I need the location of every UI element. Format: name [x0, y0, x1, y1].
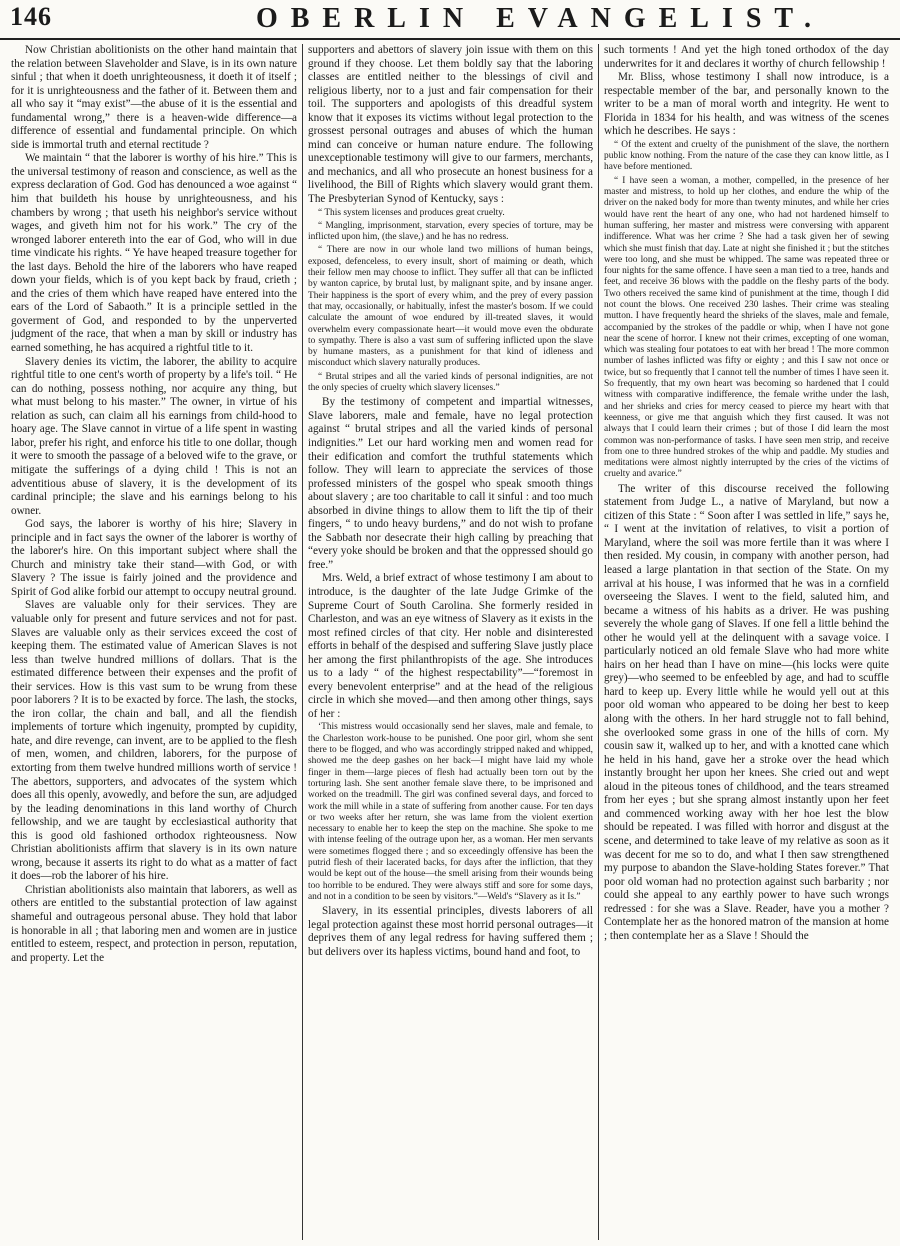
paragraph: Christian abolitionists also maintain that laborers, as well as others are entitled to the substantial protection of law against shameful and outrageous personal abuse. They hold that labor is honorable in all ; that laboring men and women are in justice entitled to esteem, respect, and protection in person, reputation, and property. Let the [11, 883, 297, 964]
column-2 [302, 44, 598, 1240]
column-1 [6, 44, 302, 1240]
paragraph: Slavery denies its victim, the laborer, the ability to acquire rightful title to one cent's worth of property by a life's toil. “ He can do nothing, possess nothing, nor acquire any thing, but what must belong to his master.” The owner, in virtue of his relation as such, can claim all his earnings from child-hood to hoary age. The Slave cannot in virtue of a life spent in wasting labor, prefer his right, and enforce his title to one dollar, though it were to smooth the passage of a beloved wife to the grave, or mitigate the sufferings of a dying child ! This is not an adventitious abuse of slavery, it is the development of its cardinal principle; the slave and his earnings belong to his owner. [11, 355, 297, 517]
quoted-paragraph: “ Brutal stripes and all the varied kinds of personal indignities, are not the only species of cruelty which slavery licenses.” [308, 371, 593, 394]
paragraph: supporters and abettors of slavery join issue with them on this ground if they choose. Let them boldly say that the laboring classes are entitled neither to the blessings of civil and religious liberty, nor to a just and fair compensation for their toil. The supporters and apologists of this dreadful system know that it exposes its victims without legal protection to the grossest personal outrages and abuses of which the human mind can conceive or human nature endure. The following unexceptionable testimony will give to our farmers, merchants, and mechanics, and all who prosecute an honest business for a livelihood, the Bill of Rights which slavery would grant them. The Presbyterian Synod of Kentucky, says : [308, 44, 593, 206]
paragraph: Mr. Bliss, whose testimony I shall now introduce, is a respectable member of the bar, and personally known to the writer to be a man of moral worth and integrity. He went to Florida in 1834 for his health, and was witness of the scenes which he describes. He says : [604, 71, 889, 138]
paragraph: Mrs. Weld, a brief extract of whose testimony I am about to introduce, is the daughter of the late Judge Grimke of the Supreme Court of South Carolina. She formerly resided in Charleston, and was an eye witness of Slavery as it exists in the most refined circles of that city. Her noble and disinterested efforts in behalf of the despised and suffering Slave justly place her among the first philanthropists of the age. She introduces us to a lady “ of the highest respectability”—“foremost in every benevolent enterprise” and at the head of the religious circle in which she moved—and then among other things, says of her : [308, 572, 593, 720]
article-columns [6, 44, 896, 1240]
page-number: 146 [10, 2, 52, 31]
quoted-paragraph: ‘This mistress would occasionally send her slaves, male and female, to the Charleston work-house to be punished. One poor girl, whom she sent there to be flogged, and who was accordingly stripped naked and whipped, showed me the deep gashes on her back—I might have laid my whole finger in them—large pieces of flesh had actually been torn out by the torturing lash. She sent another female slave there, to be imprisoned and worked on the treadmill. The girl was confined several days, and forced to work the mill while in a state of suffering from another cause. For ten days or two weeks after her return, she was lame from the violent exertion necessary to enable her to keep the step on the machine. She spoke to me with intense feeling of the outrage upon her, as a woman. Her men servants were sometimes flogged there ; and so exceedingly offensive has been the putrid flesh of their lacerated backs, for days after the infliction, that they would be kept out of the house—the smell arising from their wounds being too horrible to be endured. They were always stiff and sore for some days, and not in a condition to be seen by visitors.”—Weld's “Slavery as it Is.” [308, 722, 593, 902]
paragraph: Now Christian abolitionists on the other hand maintain that the relation between Slaveholder and Slave, is in its own nature sinful ; that when it doeth unrighteousness, it doeth it of itself ; for it is unrighteousness and the father of it. Between them and all who say it “may exist”—the abuse of it is the essential and fundamental wrong,” there is a heaven-wide difference—a difference of essential and fundamental principle. On which side is immortal truth and eternal rectitude ? [11, 44, 297, 151]
quoted-paragraph: “ There are now in our whole land two millions of human beings, exposed, defenceless, to every insult, short of maiming or death, which their fellow men may choose to inflict. They suffer all that can be inflicted by wanton caprice, by brutal lust, by malignant spite, and by insane anger. Their happiness is the sport of every whim, and the prey of every passion that may, occasionally, or habitually, infest the master's bosom. If we could calculate the amount of woe endured by ill-treated slaves, it would overwhelm every compassionate heart—it would move even the obdurate to sympathy. There is also a vast sum of suffering inflicted upon the slave by humane masters, as a punishment for that kind of idleness and misconduct which slavery naturally produces. [308, 245, 593, 369]
paragraph: such torments ! And yet the high toned orthodox of the day underwrites for it and declares it worthy of church fellowship ! [604, 44, 889, 70]
newspaper-title: OBERLIN EVANGELIST. [255, 3, 825, 34]
quoted-paragraph: “ I have seen a woman, a mother, compelled, in the presence of her master and mistress, to hold up her clothes, and endure the whip of the driver on the naked body for more than twenty minutes, and while her cries would have rent the heart of any one, who had not hardened himself to human suffering, her master and mistress were conversing with apparent indifference. What was her crime ? She had a task given her of sewing which she must finish that day. Late at night she finished it ; but the stitches were too long, and she must be whipped. The same was repeated three or four nights for the same offence. I have seen a man tied to a tree, hands and feet, and receive 36 blows with the paddle on the fleshy parts of the body. Two others received the same kind of punishment at the time, though I did not count the blows. One received 230 lashes. Their crime was stealing mutton. I have frequently heard the shrieks of the slaves, male and female, accompanied by the strokes of the paddle or whip, when I have not gone near the scene of horror. I knew not their crimes, excepting of one woman, which was stealing four potatoes to eat with her bread ! The more common number of lashes inflicted was fifty or eighty ; and this I saw not once or twice, but so frequently that I cannot tell the number of times I have seen it. So frequently, that my own heart was becoming so hardened that I could witness with comparative indifference, the female writhe under the lash, and her shrieks and cries for mercy ceased to pierce my heart with that keenness, or give me that anguish which they first caused. It was not always that I could learn their crimes ; but of those I did learn the most common was non-performance of tasks. I have seen men strip, and receive from one to three hundred strokes of the whip and paddle. My studies and meditations were almost nightly interrupted by the cries of the victims of cruelty and avarice.” [604, 175, 889, 480]
paragraph: We maintain “ that the laborer is worthy of his hire.” This is the universal testimony of reason and conscience, as well as the express declaration of God. God has denounced a woe against “ him that buildeth his house by unrighteousness, and his chambers by wrong ; that useth his neighbor's service without wages, and giveth him not for his work.” The cry of the wronged laborer entereth into the ear of God, who will in due time vindicate his rights. “ Ye have heaped treasure together for the last days. Behold the hire of the laborers who have reaped down your fields, which is of you kept back by fraud, crieth ; and the cries of them which have reaped have entered into the ears of the Lord of Sabaoth.” It is a principle settled in the goverment of God, and responded to by the unperverted judgment of the race, that when a man by skill or industry has earned something, he has acquired a rightful title to it. [11, 152, 297, 355]
masthead [0, 0, 900, 40]
paragraph: Slavery, in its essential principles, divests laborers of all legal protection against these most horrid personal outrages—it deprives them of any legal redress for having suffered them ; but delivers over its hapless victims, bound hand and foot, to [308, 905, 593, 958]
paragraph: The writer of this discourse received the following statement from Judge L., a native of Maryland, but now a citizen of this State : “ Soon after I was settled in life,” says he, “ I went at the invitation of relatives, to visit a portion of Maryland, where the soil was more fertile than it was where I then resided. My cousin, in company with another person, had leased a large plantation in that section of the State. On my arrival at his house, I was informed that he was in a cornfield overseeing the Slaves. I went to the field, saluted him, and became a witness of his habits as a driver. He was pushing severely the whole gang of Slaves. If one fell a little behind the other he would yell at the delinquent with a savage voice. I particularly noticed an old female Slave who had more white hairs on her head than I have on mine—(his locks were quite grey)—who seemed to be enfeebled by age, and had to scuffle hard to keep up. Every little while he would yell out at this poor old woman who appeared to be doing her best to keep along with the others. In her hard struggle not to fall behind, she overlooked some grass in one of the hills of corn. My cousin saw it, walked up to her, and with a knotted cane which he held in his hand, gave her a stroke over the head which instantly brought her upon her knees. She cried out and wept aloud in the piteous tones of childhood, and the tears streamed from her eyes ; but she sprang almost instantly upon her feet and commenced working away with her hoe lest the blow should be repeated. I was filled with horror and disgust at the scene, and determined to take leave of my relative as soon as it was decent for me so to do, and what I then saw strengthened my purpose to abandon the Slave-holding States forever.” That poor old woman had no protection against such barbarity ; nor could she appeal to any earthly power to have such wrongs redressed : for she was a Slave. Reader, have you a mother ? Contemplate her as the honored matron of the mansion at home ; then contemplate her as a Slave ! Should the [604, 482, 889, 942]
quoted-paragraph: “ Of the extent and cruelty of the punishment of the slave, the northern public know nothing. From the nature of the case they can know little, as I have before mentioned. [604, 139, 889, 173]
paragraph: God says, the laborer is worthy of his hire; Slavery in principle and in fact says the owner of the laborer is worthy of the laborer's hire. On this important subject where shall the Church and ministry take their stand—with God, or with Slavery ? The issue is fairly joined and the providence and Spirit of God alike forbid our attempt to occupy neutral ground. [11, 518, 297, 598]
column-3 [598, 44, 894, 1240]
paragraph: Slaves are valuable only for their services. They are valuable only for present and future services and not for past. Slaves are valuable only as their services exceed the cost of keeping them. The estimated value of American Slaves is not less than twelve hundred millions of dollars. That is the estimated difference between their expenses and the profit of their services. How is this vast sum to be wrung from these poor laborers ? It is to be exacted by force. The lash, the stocks, the iron collar, the chain and ball, and all the fiendish implements of torture which ingenuity, prompted by cupidity, hate, and dire revenge, can invent, are to be applied to the flesh of men, women, and children, laborers, for the purpose of extorting from them twelve hundred millions worth of service ! The abettors, supporters, and advocates of the system which does all this openly, avowedly, and before the sun, are adjudged by the leading denominations in this land worthy of Church fellowship, and we are taught by ecclesiastical authority that this is good old fashioned orthodox righteousness. Now Christian abolitionists affirm that slavery is in its own nature wrong, because it asserts its right to do what as a matter of fact it does—rob the laborer of his hire. [11, 599, 297, 883]
paragraph: By the testimony of competent and impartial witnesses, Slave laborers, male and female, have no legal protection against “ brutal stripes and all the varied kinds of personal indignities.” Let our hard working men and women read for their edification and comfort the truthful statements which follow. They will learn to appreciate the services of those professed ministers of the gospel who speak smooth things about slavery ; are too charitable to call it sinful : and too much absorbed in divine things to allow them to lift the tip of their fingers, “ to undo heavy burdens,” and do not wish to profane the Sabbath nor desecrate their high calling by preaching that “every yoke should be broken and that the oppressed should go free.” [308, 396, 593, 571]
quoted-paragraph: “ This system licenses and produces great cruelty. [318, 207, 505, 218]
quoted-paragraph: “ Mangling, imprisonment, starvation, every species of torture, may be inflicted upon him, (the slave,) and he has no redress. [308, 220, 593, 243]
